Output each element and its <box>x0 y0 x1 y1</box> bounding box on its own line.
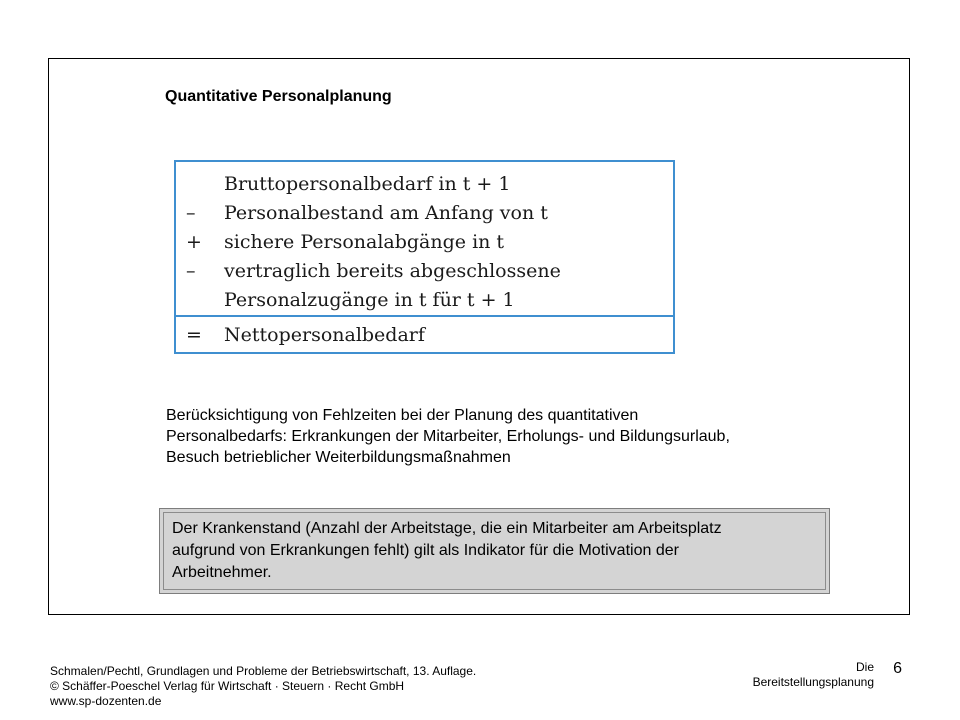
calculation-line <box>186 286 667 315</box>
calculation-line <box>186 257 667 286</box>
calculation-text: sichere Personalabgänge in t <box>224 231 505 253</box>
calculation-operator: – <box>186 260 196 282</box>
calculation-text: Personalbestand am Anfang von t <box>224 202 548 224</box>
calculation-operator: + <box>186 231 202 253</box>
absence-paragraph: Berücksichtigung von Fehlzeiten bei der Planung des quantitativen Personalbedarfs: Erkrankungen der Mitarbeiter, Erholungs- und Bildungsurlaub, Besuch betrieblicher Weiterbildungsmaßnahmen <box>166 407 730 466</box>
result-operator: = <box>186 324 202 346</box>
calculation-operator: – <box>186 202 196 224</box>
calculation-line <box>186 199 667 228</box>
footer-section: Die Bereitstellungsplanung <box>752 660 874 689</box>
result-text: Nettopersonalbedarf <box>224 324 425 346</box>
calculation-divider <box>176 315 673 317</box>
calculation-lines <box>186 170 667 315</box>
footer-source: Schmalen/Pechtl, Grundlagen und Probleme der Betriebswirtschaft, 13. Auflage. © Schäffer-Poeschel Verlag für Wirtschaft · Steuern · Recht GmbH www.sp-dozenten.de <box>50 664 477 708</box>
calculation-text: Personalzugänge in t für t + 1 <box>224 289 515 311</box>
calculation-operator <box>186 286 224 315</box>
calculation-operator <box>186 170 224 199</box>
note-text: Der Krankenstand (Anzahl der Arbeitstage, die ein Mitarbeiter am Arbeitsplatz aufgrund von Erkrankungen fehlt) gilt als Indikator für die Motivation der Arbeitnehmer. <box>163 512 826 590</box>
calculation-line <box>186 170 667 199</box>
page-number: 6 <box>893 660 902 677</box>
note-box <box>159 508 830 594</box>
calculation-text: vertraglich bereits abgeschlossene <box>224 260 561 282</box>
calculation-box <box>174 160 675 354</box>
calculation-line <box>186 228 667 257</box>
slide-title: Quantitative Personalplanung <box>165 88 392 105</box>
calculation-text: Bruttopersonalbedarf in t + 1 <box>224 173 511 195</box>
calculation-result <box>186 320 425 350</box>
